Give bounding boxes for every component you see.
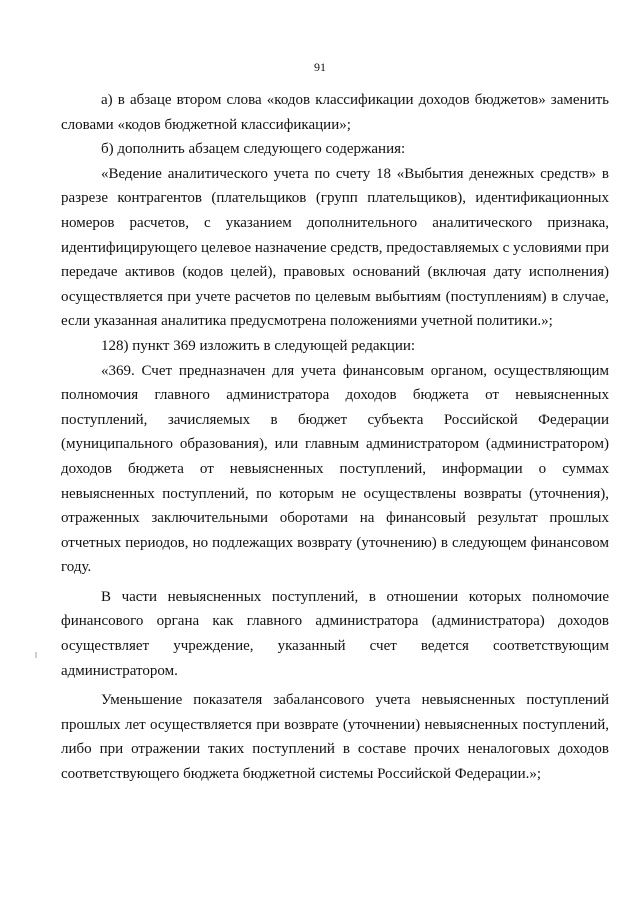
paragraph-b: б) дополнить абзацем следующего содержания: xyxy=(101,141,406,158)
paragraph-item-128: 128) пункт 369 изложить в следующей редакции: xyxy=(101,337,416,354)
page-number: 91 xyxy=(314,60,326,74)
paragraph-a: а) в абзаце втором слова «кодов классификации доходов бюджетов» заменить словами «кодов бюджетной классификации»; xyxy=(61,92,609,133)
paragraph-369: «369. Счет предназначен для учета финансовым органом, осуществляющим полномочия главного администратора доходов бюджета от невыясненных поступлений, зачисляемых в бюджет субъекта Российской Федерации (муниципального образования), или главным администратором (администратором) доходов бюджета от невыясненных поступлений, информации о суммах невыясненных поступлений, по которым не осуществлены возвраты (уточнения), отраженных заключительными оборотами на финансовый результат прошлых отчетных периодов, но подлежащих возврату (уточнению) в следующем финансовом году. xyxy=(61,362,609,576)
scan-mark xyxy=(35,652,37,658)
document-body xyxy=(61,88,609,787)
paragraph-quote-accounting: «Ведение аналитического учета по счету 18 «Выбытия денежных средств» в разрезе контрагентов (плательщиков (групп плательщиков), идентификационных номеров расчетов, с указанием дополнительного аналитического признака, идентифицирующего целевое назначение средств, предоставляемых с условиями при передаче активов (кодов целей), правовых оснований (включая дату исполнения) осуществляется при учете расчетов по целевым выбытиям (поступлениям) в случае, если указанная аналитика предусмотрена положениями учетной политики.»; xyxy=(61,165,609,330)
paragraph-unidentified-receipts: В части невыясненных поступлений, в отношении которых полномочие финансового органа как главного администратора (администратора) доходов осуществляет учреждение, указанный счет ведется соответствующим администратором. xyxy=(61,588,609,679)
paragraph-reduction: Уменьшение показателя забалансового учета невыясненных поступлений прошлых лет осуществляется при возврате (уточнении) невыясненных поступлений, либо при отражении таких поступлений в составе прочих неналоговых доходов соответствующего бюджета бюджетной системы Российской Федерации.»; xyxy=(61,692,609,783)
